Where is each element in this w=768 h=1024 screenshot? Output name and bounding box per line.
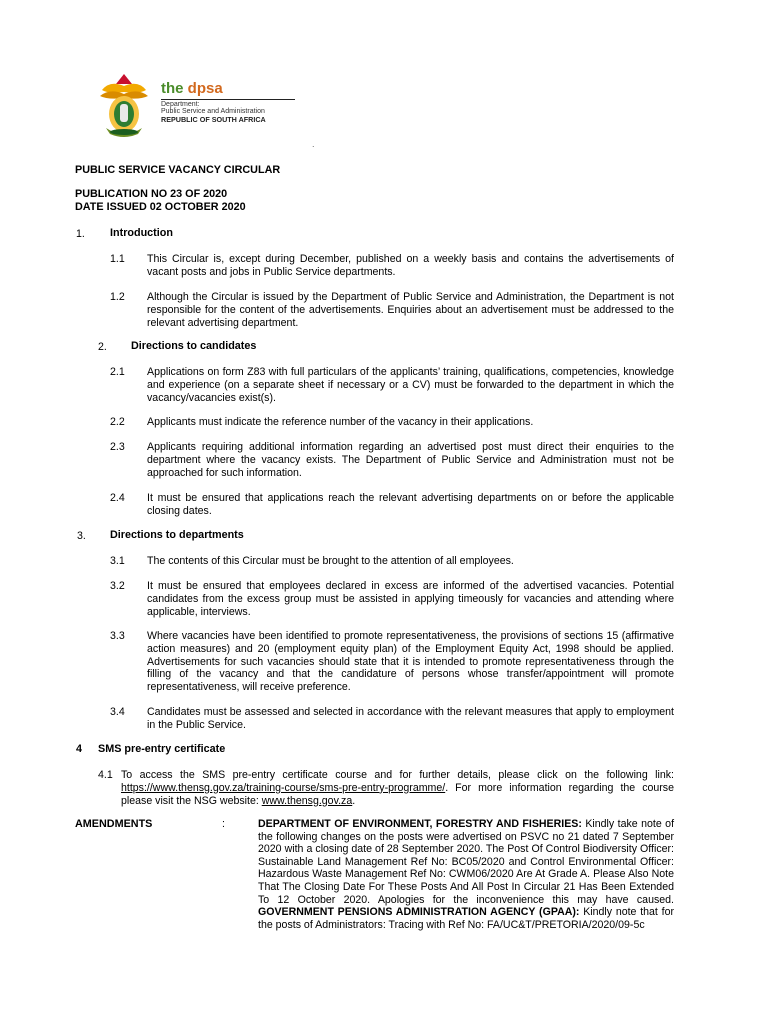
item-1-1-number: 1.1 [110,253,125,265]
publication-number: PUBLICATION NO 23 OF 2020 [75,188,228,200]
item-3-2-text: It must be ensured that employees declared in excess are informed of the advertised vacancies. Potential candidates from the excess group must be assisted in applying timeously for vacancies and attending where applicable, interviews. [147,580,674,618]
logo-department-label: Department: [161,101,200,108]
item-2-2-number: 2.2 [110,416,125,428]
nsg-website-link[interactable]: www.thensg.gov.za [261,794,353,807]
item-2-4-number: 2.4 [110,492,125,504]
logo-wordmark: the dpsa [161,80,223,97]
item-2-1-text: Applications on form Z83 with full particulars of the applicants’ training, qualifications, competencies, knowledge and experience (on a separate sheet if necessary or a CV) must be forwarded to the department in which the vacancy/vacancies exist(s). [147,366,674,404]
date-issued: DATE ISSUED 02 OCTOBER 2020 [75,201,246,213]
amendments-colon: : [222,818,225,830]
item-3-1-number: 3.1 [110,555,125,567]
section-3-title: Directions to departments [110,529,244,541]
logo-country: REPUBLIC OF SOUTH AFRICA [161,115,266,124]
section-2-number: 2. [98,341,107,353]
coat-of-arms-logo [96,70,152,140]
item-4-1-text: To access the SMS pre-entry certificate course and for further details, please click on the following link: https://www.thensg.gov.za/training-course/sms-pre-entry-programme/. For more information regarding the course please visit the NSG website: www.thensg.gov.za. [121,769,674,807]
section-1-number: 1. [76,228,85,240]
item-1-1-text: This Circular is, except during December, published on a weekly basis and contains the advertisements of vacant posts and jobs in Public Service departments. [147,253,674,278]
amendments-label: AMENDMENTS [75,818,153,830]
section-3-number: 3. [77,530,86,542]
item-4-1-number: 4.1 [98,769,113,781]
item-2-3-text: Applicants requiring additional information regarding an advertised post must direct their enquiries to the department where the vacancy exists. The Department of Public Service and Administration must not be approached for such information. [147,441,674,479]
item-3-3-number: 3.3 [110,630,125,642]
item-3-3-text: Where vacancies have been identified to promote representativeness, the provisions of sections 15 (affirmative action measures) and 20 (employment equity plan) of the Employment Equity Act, 1998 should be applied. Advertisements for such vacancies should state that it is intended to promote representativeness through the filling of the vacancy and that the candidature of persons whose transfer/appointment will promote representativeness, will receive preference. [147,630,674,694]
item-3-2-number: 3.2 [110,580,125,592]
stray-dot: . [312,139,315,149]
sms-course-link[interactable]: https://www.thensg.gov.za/training-course/sms-pre-entry-programme/ [121,781,446,794]
section-4-title: SMS pre-entry certificate [98,743,226,755]
item-3-1-text: The contents of this Circular must be brought to the attention of all employees. [147,555,514,567]
item-2-1-number: 2.1 [110,366,125,378]
item-3-4-text: Candidates must be assessed and selected in accordance with the relevant measures that apply to employment in the Public Service. [147,706,674,731]
logo-divider [161,99,295,100]
item-2-2-text: Applicants must indicate the reference number of the vacancy in their applications. [147,416,534,428]
section-2-title: Directions to candidates [131,340,257,352]
amendment-dept-gpaa: GOVERNMENT PENSIONS ADMINISTRATION AGENCY (GPAA): [258,906,580,919]
circular-title: PUBLIC SERVICE VACANCY CIRCULAR [75,164,281,176]
item-2-3-number: 2.3 [110,441,125,453]
amendment-dept-dff: DEPARTMENT OF ENVIRONMENT, FORESTRY AND FISHERIES: [258,818,582,830]
item-1-2-number: 1.2 [110,291,125,303]
item-3-4-number: 3.4 [110,706,125,718]
section-1-title: Introduction [110,227,173,239]
item-1-2-text: Although the Circular is issued by the Department of Public Service and Administration, the Department is not responsible for the content of the advertisements. Enquiries about an advertisement must be addressed to the relevant advertising department. [147,291,674,329]
amendments-text: DEPARTMENT OF ENVIRONMENT, FORESTRY AND FISHERIES: Kindly take note of the following changes on the posts were advertised on PSVC no 21 dated 7 September 2020 with a closing date of 28 September 2020. The Post Of Control Biodiversity Officer: Sustainable Land Management Ref No: BC05/2020 and Control Environmental Officer: Hazardous Waste Management Ref No: CWM06/2020 Are At Grade A. Please Also Note That The Closing Date For These Posts And All Post In Circular 21 Has Been Extended To 12 October 2020. Apologies for the inconvenience this may have caused. GOVERNMENT PENSIONS ADMINISTRATION AGENCY (GPAA): Kindly note that for the posts of Administrators: Tracing with Ref No: FA/UC&T/PRETORIA/2020/09-5c [258,818,675,931]
section-4-number: 4 [76,743,83,755]
logo-department-name: Public Service and Administration [161,108,265,115]
item-2-4-text: It must be ensured that applications reach the relevant advertising departments on or before the applicable closing dates. [147,492,674,517]
